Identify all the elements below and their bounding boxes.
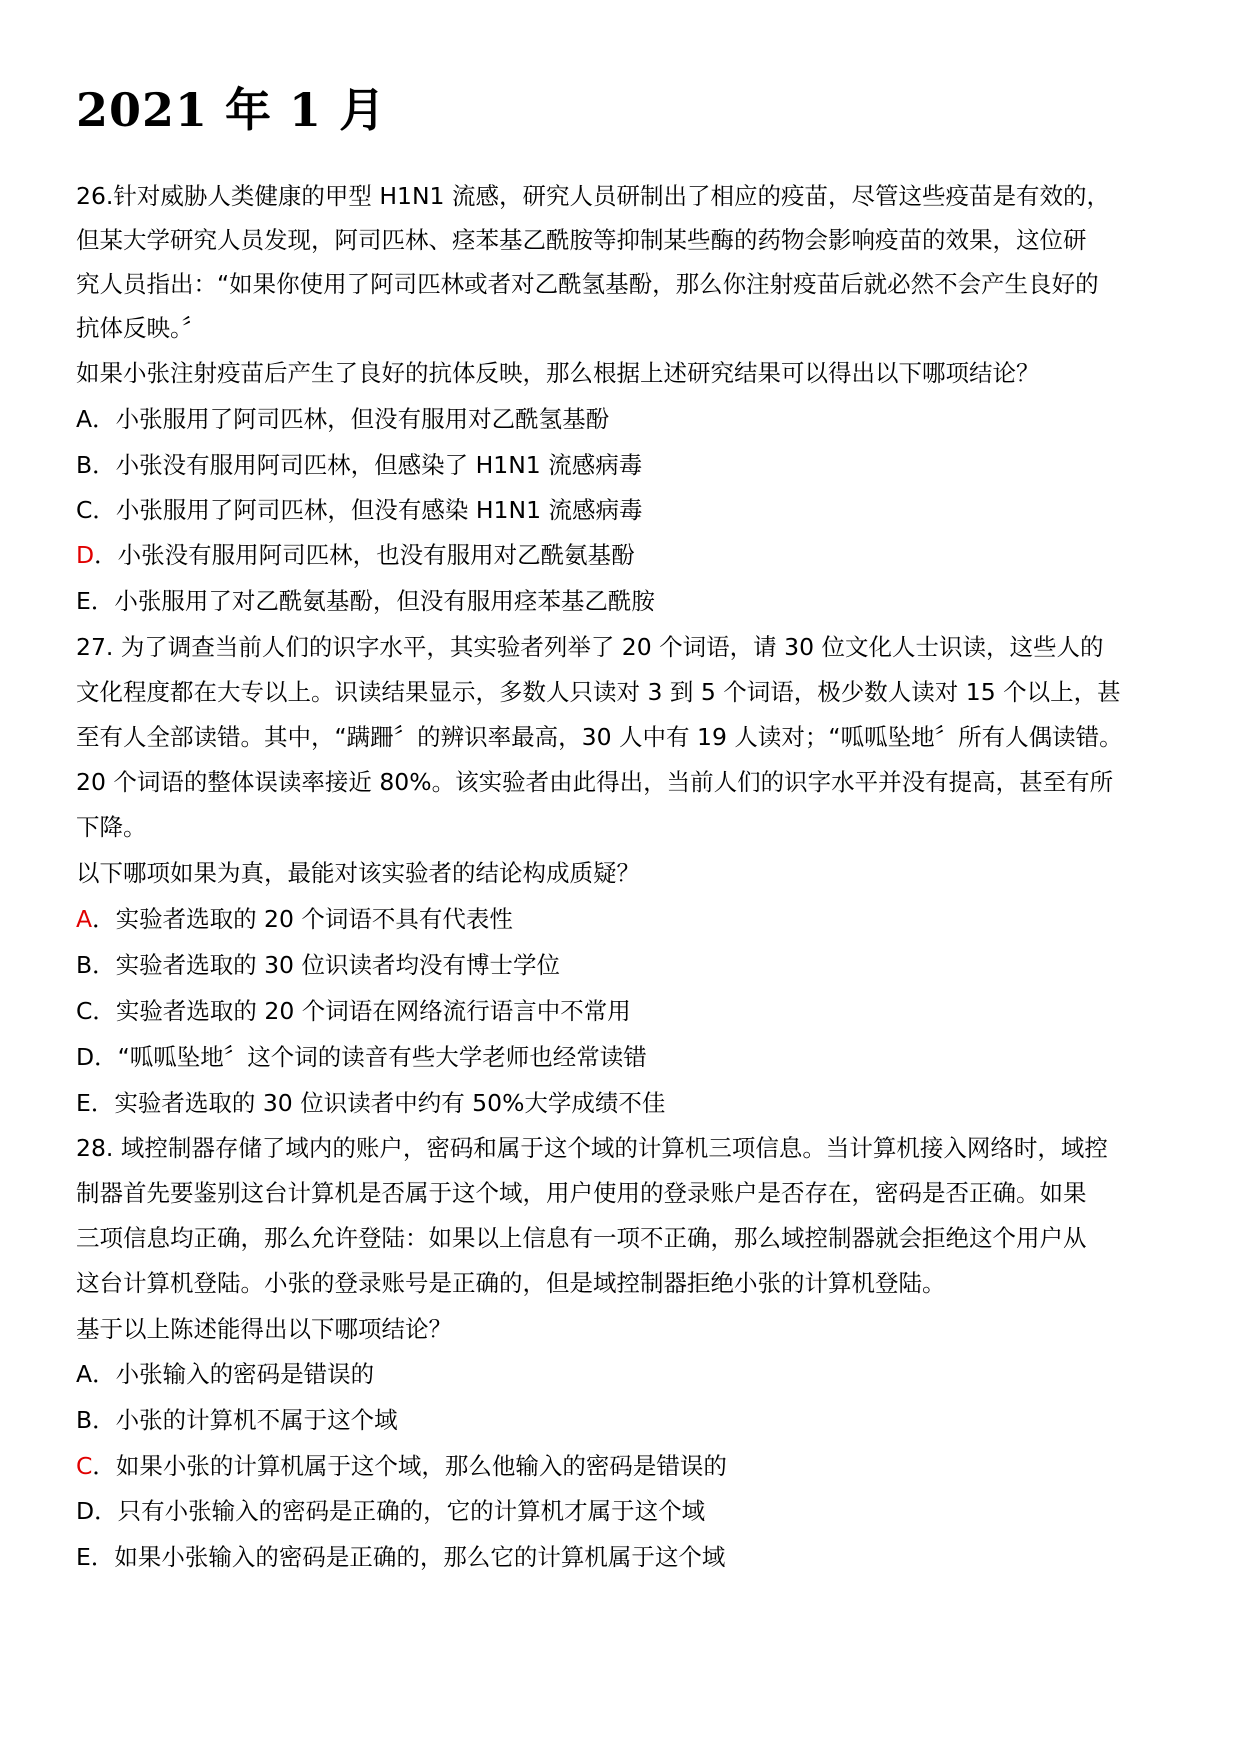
q28-question: 基于以上陈述能得出以下哪项结论？	[76, 1315, 452, 1343]
q27-stem-line: 下降。	[76, 813, 147, 841]
option-letter: B	[76, 451, 93, 479]
q28-stem-line: 制器首先要鉴别这台计算机是否属于这个域，用户使用的登录账户是否存在，密码是否正确。如果	[76, 1179, 1087, 1207]
option-letter: B	[76, 1406, 93, 1434]
option-letter: C	[76, 997, 93, 1025]
option-letter: A	[76, 1360, 93, 1388]
option-letter: D	[76, 1043, 95, 1071]
q26-option-c	[76, 494, 643, 526]
option-letter: B	[76, 951, 93, 979]
option-text: ．如果小张输入的密码是正确的，那么它的计算机属于这个域	[90, 1543, 726, 1571]
q26-stem-line: 但某大学研究人员发现，阿司匹林、痉苯基乙酰胺等抑制某些酶的药物会影响疫苗的效果，这位研	[76, 226, 1087, 254]
q26-question: 如果小张注射疫苗后产生了良好的抗体反映，那么根据上述研究结果可以得出以下哪项结论？	[76, 359, 1040, 387]
option-letter: C	[76, 496, 93, 524]
q28-stem-line: 这台计算机登陆。小张的登录账号是正确的，但是域控制器拒绝小张的计算机登陆。	[76, 1269, 946, 1297]
q26-stem-line: 究人员指出：“如果你使用了阿司匹林或者对乙酰氢基酚，那么你注射疫苗后就必然不会产生良好的	[76, 270, 1099, 298]
q27-stem-line: 文化程度都在大专以上。识读结果显示，多数人只读对 3 到 5 个词语，极少数人读对 15 个以上，甚	[76, 678, 1121, 706]
q26-option-e	[76, 585, 655, 617]
option-text: ．实验者选取的 20 个词语不具有代表性	[92, 905, 513, 933]
option-letter-answer: C	[76, 1452, 93, 1480]
option-letter-answer: A	[76, 905, 93, 933]
q28-option-c	[76, 1450, 727, 1482]
option-text: ．小张服用了阿司匹林，但没有服用对乙酰氢基酚	[92, 405, 610, 433]
option-text: ．小张的计算机不属于这个域	[92, 1406, 398, 1434]
q27-option-d	[76, 1041, 647, 1073]
q27-option-b	[76, 949, 560, 981]
option-text: ．实验者选取的 30 位识读者中约有 50%大学成绩不佳	[90, 1089, 666, 1117]
q26-stem-line: 26.针对威胁人类健康的甲型 H1N1 流感，研究人员研制出了相应的疫苗，尽管这些疫苗是有效的，	[76, 182, 1110, 210]
q26-option-b	[76, 449, 642, 481]
q28-option-a	[76, 1358, 374, 1390]
option-letter: A	[76, 405, 93, 433]
q27-option-c	[76, 995, 631, 1027]
option-text: ．小张没有服用阿司匹林，也没有服用对乙酰氨基酚	[94, 541, 635, 569]
option-text: ．实验者选取的 20 个词语在网络流行语言中不常用	[92, 997, 631, 1025]
q28-option-b	[76, 1404, 398, 1436]
option-letter: D	[76, 1497, 95, 1525]
q26-stem-line: 抗体反映。〞	[76, 314, 206, 342]
q28-option-d	[76, 1495, 705, 1527]
option-text: ．“呱呱坠地〞这个词的读音有些大学老师也经常读错	[94, 1043, 647, 1071]
q27-question: 以下哪项如果为真，最能对该实验者的结论构成质疑？	[76, 859, 640, 887]
q27-stem-line: 27. 为了调查当前人们的识字水平，其实验者列举了 20 个词语，请 30 位文化人士识读，这些人的	[76, 633, 1104, 661]
q26-option-d	[76, 539, 635, 571]
option-text: ．只有小张输入的密码是正确的，它的计算机才属于这个域	[94, 1497, 706, 1525]
page-title: 2021 年 1 月	[76, 83, 387, 137]
option-text: ．小张没有服用阿司匹林，但感染了 H1N1 流感病毒	[92, 451, 643, 479]
option-text: ．小张输入的密码是错误的	[92, 1360, 375, 1388]
option-letter: E	[76, 1089, 91, 1117]
q28-option-e	[76, 1541, 725, 1573]
q27-option-e	[76, 1087, 665, 1119]
q27-stem-line: 至有人全部读错。其中，“蹒跚〞的辨识率最高，30 人中有 19 人读对；“呱呱坠地〞所有人偶读错。	[76, 723, 1123, 751]
option-text: ．如果小张的计算机属于这个域，那么他输入的密码是错误的	[92, 1452, 727, 1480]
q28-stem-line: 28. 域控制器存储了域内的账户，密码和属于这个域的计算机三项信息。当计算机接入网络时，域控	[76, 1134, 1108, 1162]
option-text: ．小张服用了对乙酰氨基酚，但没有服用痉苯基乙酰胺	[90, 587, 655, 615]
q26-option-a	[76, 403, 609, 435]
q27-stem-line: 20 个词语的整体误读率接近 80%。该实验者由此得出，当前人们的识字水平并没有提高，甚至有所	[76, 768, 1114, 796]
option-text: ．小张服用了阿司匹林，但没有感染 H1N1 流感病毒	[92, 496, 643, 524]
option-letter: E	[76, 587, 91, 615]
option-letter-answer: D	[76, 541, 95, 569]
option-letter: E	[76, 1543, 91, 1571]
q28-stem-line: 三项信息均正确，那么允许登陆：如果以上信息有一项不正确，那么域控制器就会拒绝这个用户从	[76, 1224, 1087, 1252]
q27-option-a	[76, 903, 513, 935]
option-text: ．实验者选取的 30 位识读者均没有博士学位	[92, 951, 560, 979]
